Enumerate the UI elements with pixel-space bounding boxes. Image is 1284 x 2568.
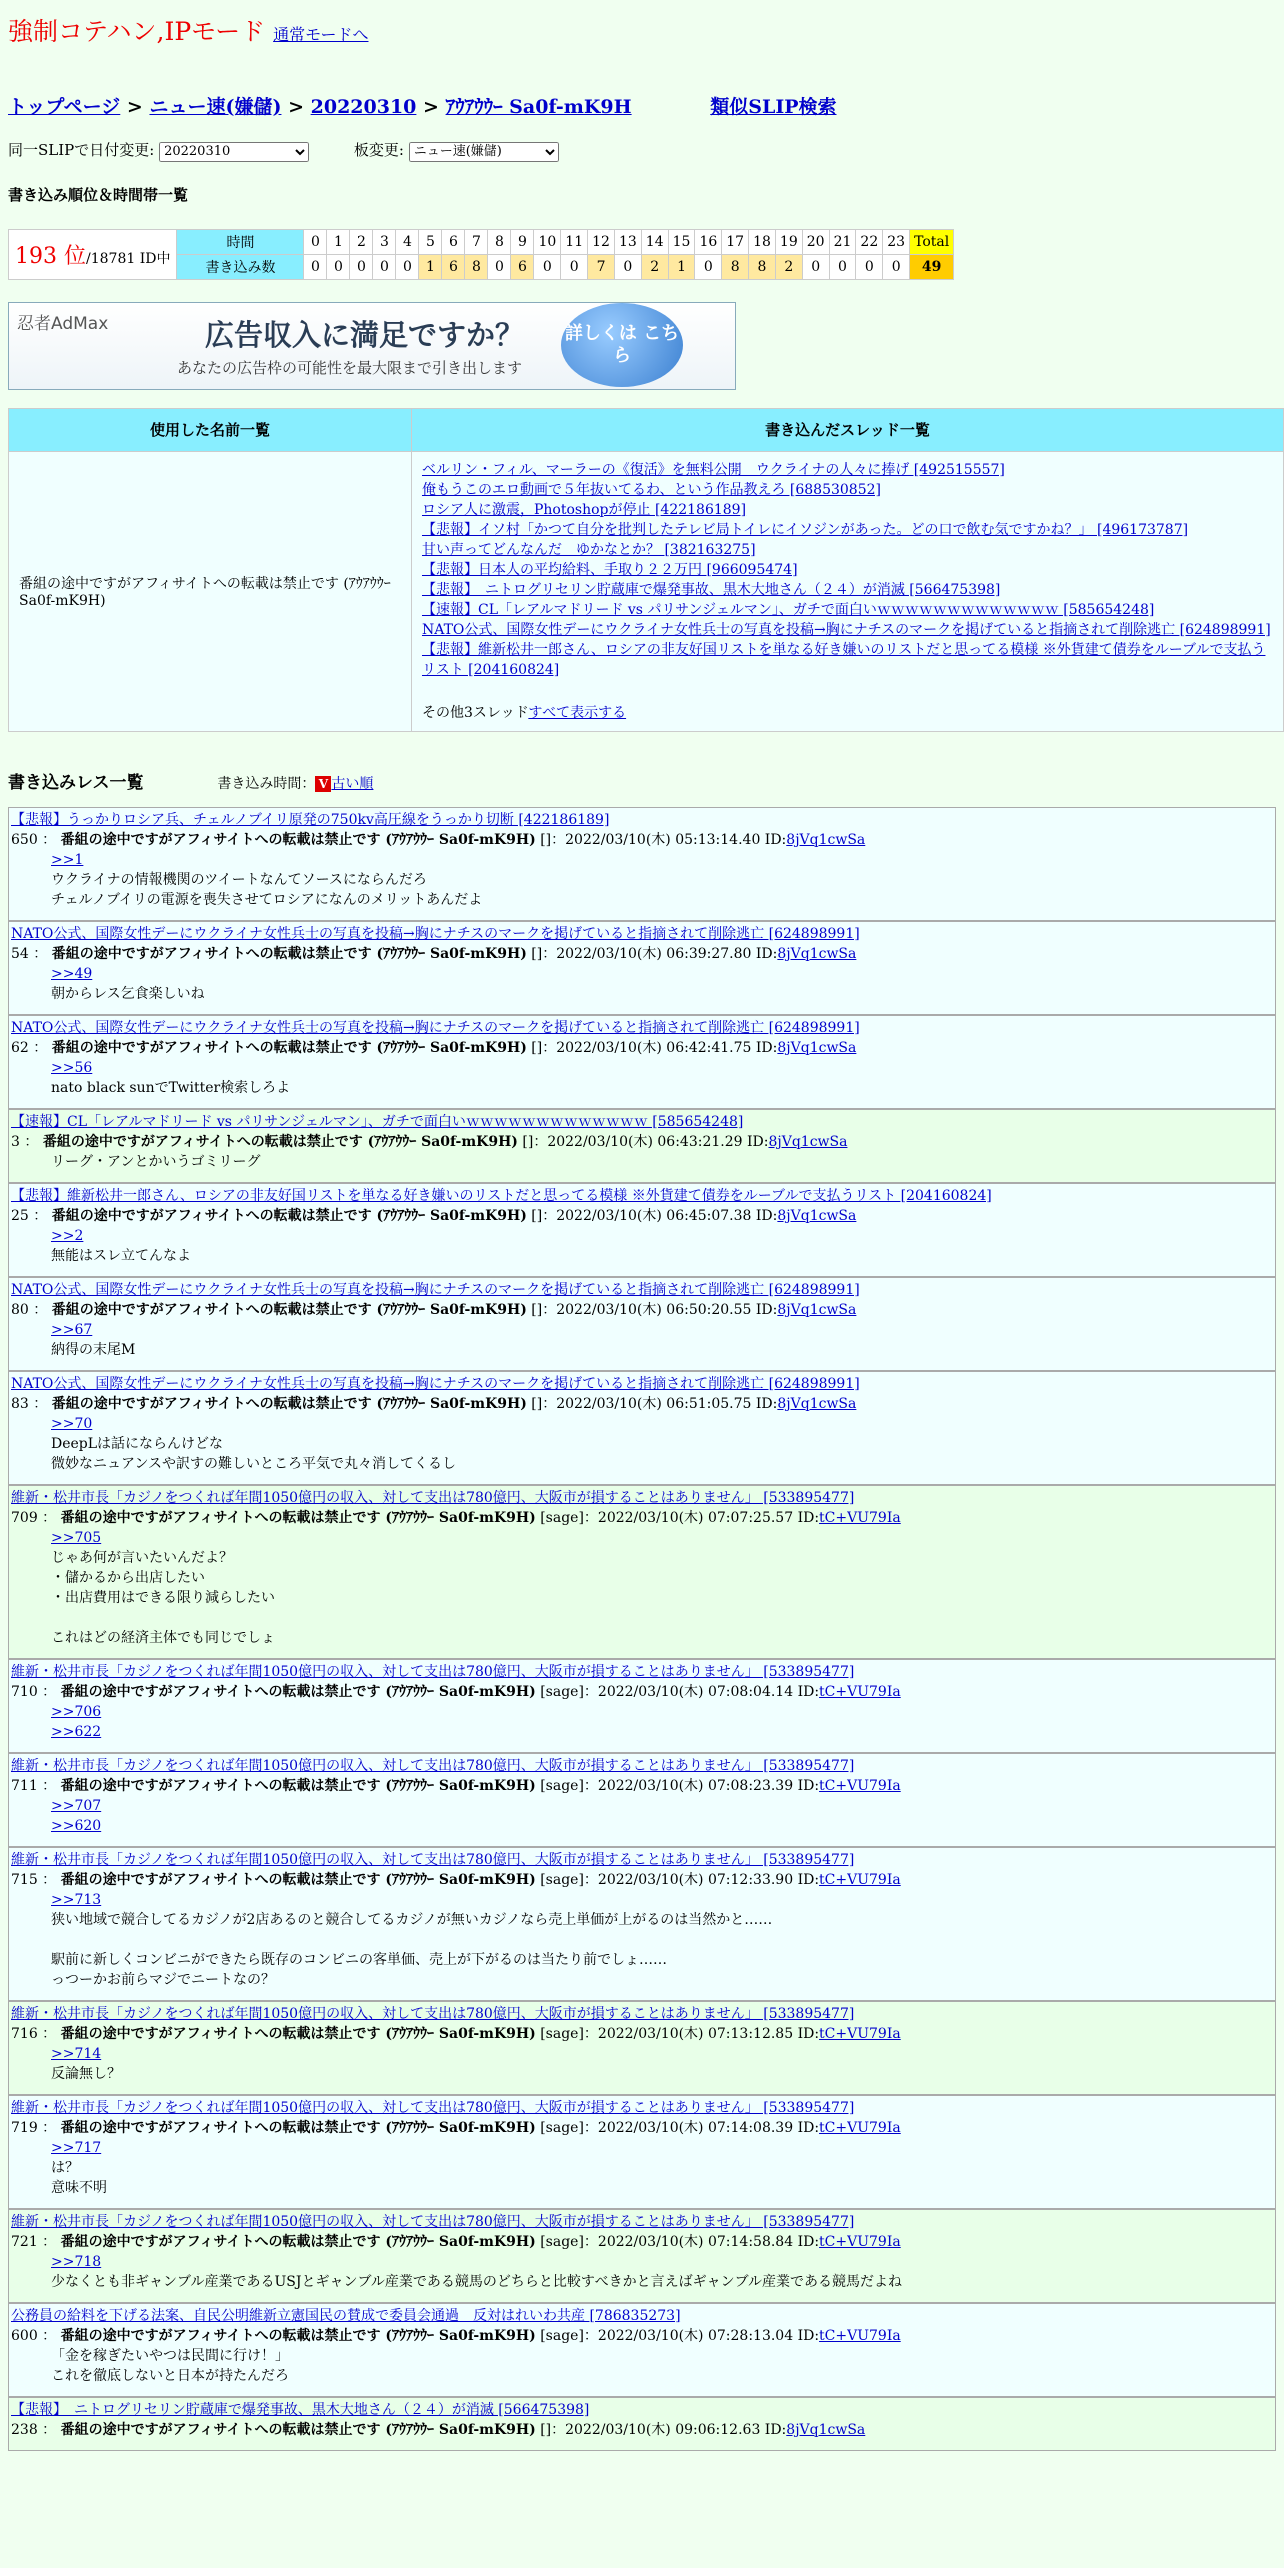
post-text-line: リーグ・アンとかいうゴミリーグ: [51, 1153, 261, 1170]
post-number: 3: [11, 1133, 20, 1150]
post-thread-link[interactable]: 【悲報】うっかりロシア兵、チェルノブイリ原発の750kv高圧線をうっかり切断 [422186189]: [11, 811, 610, 828]
post-author-name: 番組の途中ですがアフィサイトへの転載は禁止です (ｱｳｱｳｳｰ Sa0f-mK9H): [60, 2025, 536, 2042]
post-thread-link[interactable]: 維新・松井市長「カジノをつくれば年間1050億円の収入、対して支出は780億円、大阪市が損することはありません」 [533895477]: [11, 1489, 855, 1506]
post-item: [8, 1485, 1276, 1659]
post-body: [51, 2346, 1273, 2386]
ad-headline: 広告収入に満足ですか？: [205, 317, 525, 352]
hour-cell: 21: [829, 229, 856, 254]
post-number: 715: [11, 1871, 38, 1888]
names-column-header: 使用した名前一覧: [9, 408, 412, 451]
used-name: 番組の途中ですがアフィサイトへの転載は禁止です (ｱｳｱｳｳｰ Sa0f-mK9H): [9, 451, 412, 731]
post-number: 710: [11, 1683, 38, 1700]
post-body: [51, 1528, 1273, 1648]
reply-anchor-link[interactable]: >>67: [51, 1321, 93, 1338]
post-author-name: 番組の途中ですがアフィサイトへの転載は禁止です (ｱｳｱｳｳｰ Sa0f-mK9H): [60, 1871, 536, 1888]
time-header: 時間: [177, 229, 304, 254]
hour-cell: 19: [775, 229, 802, 254]
post-number: 54: [11, 945, 29, 962]
count-cell: 0: [614, 254, 641, 279]
post-thread-link[interactable]: NATO公式、国際女性デーにウクライナ女性兵士の写真を投稿→胸にナチスのマークを掲げていると指摘されて削除逃亡 [624898991]: [11, 1375, 860, 1392]
count-cell: 7: [588, 254, 615, 279]
total-header: Total: [910, 229, 954, 254]
post-id-link[interactable]: 8jVq1cwSa: [786, 2421, 866, 2438]
post-number: 62: [11, 1039, 29, 1056]
post-blank-line: [51, 1930, 1273, 1950]
post-author-name: 番組の途中ですがアフィサイトへの転載は禁止です (ｱｳｱｳｳｰ Sa0f-mK9H): [51, 1301, 527, 1318]
post-body: [51, 1414, 1273, 1474]
post-thread-link[interactable]: NATO公式、国際女性デーにウクライナ女性兵士の写真を投稿→胸にナチスのマークを掲げていると指摘されて削除逃亡 [624898991]: [11, 1281, 860, 1298]
post-item: [8, 1847, 1276, 2001]
sort-toggle-icon[interactable]: V: [315, 776, 331, 792]
post-text-line: 朝からレス乞食楽しいね: [51, 985, 205, 1002]
post-thread-link[interactable]: 【速報】CL「レアルマドリード vs パリサンジェルマン」、ガチで面白いｗｗｗｗｗｗｗｗｗｗｗｗｗ [585654248]: [11, 1113, 744, 1130]
post-number: 716: [11, 2025, 38, 2042]
post-thread-link[interactable]: 維新・松井市長「カジノをつくれば年間1050億円の収入、対して支出は780億円、大阪市が損することはありません」 [533895477]: [11, 2099, 855, 2116]
reply-anchor-link[interactable]: >>706: [51, 1703, 102, 1720]
post-body: [51, 2252, 1273, 2292]
post-text-line: 反論無し？: [51, 2065, 121, 2082]
post-item: [8, 1659, 1276, 1753]
post-id-link[interactable]: 8jVq1cwSa: [786, 831, 866, 848]
post-body: [51, 964, 1273, 1004]
post-thread-link[interactable]: 【悲報】維新松井一郎さん、ロシアの非友好国リストを単なる好き嫌いのリストだと思ってる模様 ※外貨建て債券をルーブルで支払うリスト [204160824]: [11, 1187, 992, 1204]
post-mail: []: [531, 1301, 543, 1318]
post-meta: 709 ： 番組の途中ですがアフィサイトへの転載は禁止です (ｱｳｱｳｳｰ Sa0f-mK9H) [sage]：2022/03/10(木) 07:07:25.57 ID:tC+VU79Ia: [11, 1509, 901, 1526]
post-meta: 54 ： 番組の途中ですがアフィサイトへの転載は禁止です (ｱｳｱｳｳｰ Sa0f-mK9H) []：2022/03/10(木) 06:39:27.80 ID:8jVq1cwSa: [11, 945, 857, 962]
post-number: 711: [11, 1777, 38, 1794]
post-id-link[interactable]: tC+VU79Ia: [819, 2025, 901, 2042]
post-item: [8, 921, 1276, 1015]
count-cell: 0: [304, 254, 327, 279]
reply-anchor-link[interactable]: >>713: [51, 1891, 102, 1908]
post-item: [8, 1015, 1276, 1109]
post-item: [8, 1109, 1276, 1183]
post-number: 721: [11, 2233, 38, 2250]
hour-cell: 0: [304, 229, 327, 254]
post-text-line: じゃあ何が言いたいんだよ？: [51, 1549, 233, 1566]
more-threads-count: その他3スレッド: [422, 704, 529, 721]
breadcrumb-separator: >: [126, 96, 143, 118]
post-text-line: 微妙なニュアンスや訳すの難しいところ平気で丸々消してくるし: [51, 1455, 457, 1472]
post-text-line: これを徹底しないと日本が持たんだろ: [51, 2367, 289, 2384]
posts-list: [8, 807, 1276, 2451]
breadcrumb-separator: >: [288, 96, 304, 118]
change-selectors: [8, 139, 1276, 162]
count-cell: 0: [327, 254, 350, 279]
thread-list: [412, 451, 1284, 731]
post-item: [8, 2095, 1276, 2209]
post-id-link[interactable]: tC+VU79Ia: [819, 1509, 901, 1526]
hour-cell: 8: [488, 229, 511, 254]
ad-logo: 忍者AdMax: [17, 313, 109, 334]
sort-label: 書き込み時間：: [217, 775, 316, 792]
post-id-link[interactable]: 8jVq1cwSa: [777, 1207, 857, 1224]
post-item: [8, 2397, 1276, 2451]
post-mail: []: [522, 1133, 534, 1150]
post-mail: [sage]: [540, 1871, 584, 1888]
posts-section-title: 書き込みレス一覧: [8, 772, 144, 793]
thread-link[interactable]: 【悲報】 ニトログリセリン貯蔵庫で爆発事故、黒木大地さん（２４）が消滅 [566475398]: [422, 581, 1001, 598]
post-body: [51, 2138, 1273, 2198]
reply-anchor-link[interactable]: >>714: [51, 2045, 102, 2062]
thread-link[interactable]: 【悲報】日本人の平均給料、手取り２２万円 [966095474]: [422, 561, 798, 578]
count-cell: 6: [442, 254, 465, 279]
post-item: [8, 807, 1276, 921]
post-id-link[interactable]: tC+VU79Ia: [819, 2327, 901, 2344]
reply-anchor-link[interactable]: >>620: [51, 1817, 102, 1834]
post-thread-link[interactable]: 【悲報】 ニトログリセリン貯蔵庫で爆発事故、黒木大地さん（２４）が消滅 [566475398]: [11, 2401, 590, 2418]
post-body: [51, 1796, 1273, 1836]
reply-anchor-link[interactable]: >>707: [51, 1797, 102, 1814]
post-text-line: 「金を稼ぎたいやつは民間に行け！」: [51, 2347, 289, 2364]
post-author-name: 番組の途中ですがアフィサイトへの転載は禁止です (ｱｳｱｳｳｰ Sa0f-mK9H): [60, 1777, 536, 1794]
post-mail: []: [531, 945, 543, 962]
board-select[interactable]: [409, 142, 559, 162]
post-item: [8, 1753, 1276, 1847]
post-author-name: 番組の途中ですがアフィサイトへの転載は禁止です (ｱｳｱｳｳｰ Sa0f-mK9H): [60, 2421, 536, 2438]
post-thread-link[interactable]: 維新・松井市長「カジノをつくれば年間1050億円の収入、対して支出は780億円、大阪市が損することはありません」 [533895477]: [11, 1757, 855, 1774]
post-id-link[interactable]: tC+VU79Ia: [819, 2119, 901, 2136]
post-number: 600: [11, 2327, 38, 2344]
post-item: [8, 1277, 1276, 1371]
reply-anchor-link[interactable]: >>717: [51, 2139, 102, 2156]
count-cell: 0: [488, 254, 511, 279]
date-select[interactable]: [159, 142, 309, 162]
post-number: 83: [11, 1395, 29, 1412]
post-meta: 83 ： 番組の途中ですがアフィサイトへの転載は禁止です (ｱｳｱｳｳｰ Sa0f-mK9H) []：2022/03/10(木) 06:51:05.75 ID:8jVq1cwSa: [11, 1395, 857, 1412]
count-cell: 0: [396, 254, 419, 279]
post-id-link[interactable]: 8jVq1cwSa: [777, 945, 857, 962]
post-text-line: ウクライナの情報機関のツイートなんてソースにならんだろ: [51, 871, 427, 888]
post-mail: []: [531, 1039, 543, 1056]
post-date: 2022/03/10(木) 07:12:33.90 ID:: [597, 1871, 820, 1888]
count-cell: 0: [534, 254, 561, 279]
post-thread-link[interactable]: NATO公式、国際女性デーにウクライナ女性兵士の写真を投稿→胸にナチスのマークを掲げていると指摘されて削除逃亡 [624898991]: [11, 925, 860, 942]
hour-cell: 3: [373, 229, 396, 254]
post-id-link[interactable]: tC+VU79Ia: [819, 1871, 901, 1888]
post-author-name: 番組の途中ですがアフィサイトへの転載は禁止です (ｱｳｱｳｳｰ Sa0f-mK9H): [51, 1039, 527, 1056]
post-author-name: 番組の途中ですがアフィサイトへの転載は禁止です (ｱｳｱｳｳｰ Sa0f-mK9H): [60, 2233, 536, 2250]
reply-anchor-link[interactable]: >>2: [51, 1227, 84, 1244]
post-author-name: 番組の途中ですがアフィサイトへの転載は禁止です (ｱｳｱｳｳｰ Sa0f-mK9H): [42, 1133, 518, 1150]
count-cell: 8: [749, 254, 776, 279]
post-date: 2022/03/10(木) 07:08:04.14 ID:: [597, 1683, 820, 1700]
post-number: 650: [11, 831, 38, 848]
post-meta: 711 ： 番組の途中ですがアフィサイトへの転載は禁止です (ｱｳｱｳｳｰ Sa0f-mK9H) [sage]：2022/03/10(木) 07:08:23.39 ID:tC+VU79Ia: [11, 1777, 901, 1794]
count-cell: 0: [695, 254, 722, 279]
post-id-link[interactable]: tC+VU79Ia: [819, 1683, 901, 1700]
post-date: 2022/03/10(木) 07:07:25.57 ID:: [597, 1509, 820, 1526]
post-mail: []: [540, 831, 552, 848]
count-cell: 8: [722, 254, 749, 279]
post-body: [51, 1702, 1273, 1742]
breadcrumb-separator: >: [423, 96, 439, 118]
post-text-line: 狭い地域で競合してるカジノが2店あるのと競合してるカジノが無いカジノなら売上単価が上がるのは当然かと……: [51, 1911, 773, 1928]
reply-anchor-link[interactable]: >>56: [51, 1059, 93, 1076]
post-text-line: チェルノブイリの電源を喪失させてロシアになんのメリットあんだよ: [51, 891, 483, 908]
post-mail: []: [540, 2421, 552, 2438]
breadcrumb-slip[interactable]: ｱｳｱｳｳｰ Sa0f-mK9H: [445, 96, 632, 118]
post-item: [8, 1371, 1276, 1485]
post-text-line: 納得の末尾M: [51, 1341, 136, 1358]
post-body: [51, 1058, 1273, 1098]
thread-link[interactable]: ベルリン・フィル、マーラーの《復活》を無料公開 ウクライナの人々に捧げ [492515557]: [422, 461, 1005, 478]
post-mail: [sage]: [540, 2327, 584, 2344]
post-meta: 650 ： 番組の途中ですがアフィサイトへの転載は禁止です (ｱｳｱｳｳｰ Sa0f-mK9H) []：2022/03/10(木) 05:13:14.40 ID:8jVq1cwSa: [11, 831, 866, 848]
post-mail: []: [531, 1395, 543, 1412]
post-date: 2022/03/10(木) 05:13:14.40 ID:: [565, 831, 787, 848]
post-item: [8, 2209, 1276, 2303]
names-threads-table: [8, 408, 1284, 732]
hour-cell: 6: [442, 229, 465, 254]
reply-anchor-link[interactable]: >>622: [51, 1723, 102, 1740]
sort-control: [217, 776, 373, 792]
post-author-name: 番組の途中ですがアフィサイトへの転載は禁止です (ｱｳｱｳｳｰ Sa0f-mK9H): [60, 2119, 536, 2136]
similar-slip-search-link[interactable]: 類似SLIP検索: [710, 96, 837, 118]
post-item: [8, 2001, 1276, 2095]
post-meta: 238 ： 番組の途中ですがアフィサイトへの転載は禁止です (ｱｳｱｳｳｰ Sa0f-mK9H) []：2022/03/10(木) 09:06:12.63 ID:8jVq1cwSa: [11, 2421, 866, 2438]
hour-cell: 2: [350, 229, 373, 254]
hour-cell: 5: [419, 229, 442, 254]
post-mail: [sage]: [540, 2233, 584, 2250]
post-author-name: 番組の途中ですがアフィサイトへの転載は禁止です (ｱｳｱｳｳｰ Sa0f-mK9H): [51, 1207, 527, 1224]
count-header: 書き込み数: [177, 254, 304, 279]
hour-cell: 14: [641, 229, 668, 254]
post-meta: 600 ： 番組の途中ですがアフィサイトへの転載は禁止です (ｱｳｱｳｳｰ Sa0f-mK9H) [sage]：2022/03/10(木) 07:28:13.04 ID:tC+VU79Ia: [11, 2327, 901, 2344]
post-body: [51, 1152, 1273, 1172]
post-body: [51, 1226, 1273, 1266]
ad-details-button[interactable]: 詳しくは こちら: [561, 303, 683, 387]
post-blank-line: [51, 1608, 1273, 1628]
post-text-line: 意味不明: [51, 2179, 107, 2196]
post-body: [51, 1890, 1273, 1990]
mode-title: 強制コテハン,IPモード: [8, 17, 266, 46]
breadcrumb: [8, 92, 1276, 119]
post-author-name: 番組の途中ですがアフィサイトへの転載は禁止です (ｱｳｱｳｳｰ Sa0f-mK9H): [60, 2327, 536, 2344]
post-body: [51, 2044, 1273, 2084]
post-date: 2022/03/10(木) 06:42:41.75 ID:: [556, 1039, 778, 1056]
post-date: 2022/03/10(木) 07:13:12.85 ID:: [597, 2025, 820, 2042]
rank-number: 193 位: [15, 243, 86, 269]
count-cell: 0: [561, 254, 588, 279]
thread-link[interactable]: 【悲報】維新松井一郎さん、ロシアの非友好国リストを単なる好き嫌いのリストだと思ってる模様 ※外貨建て債券をルーブルで支払うリスト [204160824]: [422, 641, 1266, 678]
post-date: 2022/03/10(木) 07:14:08.39 ID:: [597, 2119, 820, 2136]
sort-oldest-link[interactable]: 古い順: [331, 775, 374, 792]
reply-anchor-link[interactable]: >>705: [51, 1529, 102, 1546]
count-cell: 0: [829, 254, 856, 279]
ranking-section-title: 書き込み順位＆時間帯一覧: [8, 185, 189, 204]
post-item: [8, 2303, 1276, 2397]
total-count: 49: [910, 254, 954, 279]
count-cell: 0: [856, 254, 883, 279]
hour-cell: 10: [534, 229, 561, 254]
post-date: 2022/03/10(木) 07:08:23.39 ID:: [597, 1777, 820, 1794]
count-cell: 1: [419, 254, 442, 279]
post-number: 719: [11, 2119, 38, 2136]
post-mail: []: [531, 1207, 543, 1224]
hour-cell: 12: [588, 229, 615, 254]
count-cell: 2: [641, 254, 668, 279]
post-date: 2022/03/10(木) 06:45:07.38 ID:: [556, 1207, 778, 1224]
hour-cell: 20: [802, 229, 829, 254]
post-mail: [sage]: [540, 1683, 584, 1700]
post-id-link[interactable]: 8jVq1cwSa: [777, 1301, 857, 1318]
post-thread-link[interactable]: NATO公式、国際女性デーにウクライナ女性兵士の写真を投稿→胸にナチスのマークを掲げていると指摘されて削除逃亡 [624898991]: [11, 1019, 860, 1036]
post-date: 2022/03/10(木) 07:14:58.84 ID:: [597, 2233, 820, 2250]
post-id-link[interactable]: tC+VU79Ia: [819, 1777, 901, 1794]
post-body: [51, 1320, 1273, 1360]
post-author-name: 番組の途中ですがアフィサイトへの転載は禁止です (ｱｳｱｳｳｰ Sa0f-mK9H): [60, 831, 536, 848]
post-date: 2022/03/10(木) 06:51:05.75 ID:: [556, 1395, 778, 1412]
board-select-label: 板変更:: [353, 141, 404, 159]
posts-section-header: [8, 768, 1276, 793]
post-meta: 710 ： 番組の途中ですがアフィサイトへの転載は禁止です (ｱｳｱｳｳｰ Sa0f-mK9H) [sage]：2022/03/10(木) 07:08:04.14 ID:tC+VU79Ia: [11, 1683, 901, 1700]
post-date: 2022/03/10(木) 07:28:13.04 ID:: [597, 2327, 820, 2344]
post-text-line: 駅前に新しくコンビニができたら既存のコンビニの客単価、売上が下がるのは当たり前でしょ……: [51, 1951, 667, 1968]
thread-link[interactable]: 俺もうこのエロ動画で５年抜いてるわ、という作品教えろ [688530852]: [422, 481, 881, 498]
post-mail: [sage]: [540, 2119, 584, 2136]
post-author-name: 番組の途中ですがアフィサイトへの転載は禁止です (ｱｳｱｳｳｰ Sa0f-mK9H): [60, 1683, 536, 1700]
post-text-line: っつーかお前らマジでニートなの？: [51, 1971, 275, 1988]
hour-cell: 15: [668, 229, 695, 254]
show-all-link[interactable]: すべて表示する: [528, 704, 627, 721]
post-date: 2022/03/10(木) 06:43:21.29 ID:: [547, 1133, 769, 1150]
thread-link[interactable]: 甘い声ってどんなんだ ゆかなとか？ [382163275]: [422, 541, 756, 558]
post-id-link[interactable]: 8jVq1cwSa: [777, 1039, 857, 1056]
post-mail: [sage]: [540, 1777, 584, 1794]
thread-link[interactable]: NATO公式、国際女性デーにウクライナ女性兵士の写真を投稿→胸にナチスのマークを掲げていると指摘されて削除逃亡 [624898991]: [422, 621, 1271, 638]
post-meta: 25 ： 番組の途中ですがアフィサイトへの転載は禁止です (ｱｳｱｳｳｰ Sa0f-mK9H) []：2022/03/10(木) 06:45:07.38 ID:8jVq1cwSa: [11, 1207, 857, 1224]
post-thread-link[interactable]: 維新・松井市長「カジノをつくれば年間1050億円の収入、対して支出は780億円、大阪市が損することはありません」 [533895477]: [11, 1663, 855, 1680]
post-meta: 715 ： 番組の途中ですがアフィサイトへの転載は禁止です (ｱｳｱｳｳｰ Sa0f-mK9H) [sage]：2022/03/10(木) 07:12:33.90 ID:tC+VU79Ia: [11, 1871, 901, 1888]
page-header: [8, 12, 1276, 48]
post-text-line: これはどの経済主体でも同じでしょ: [51, 1629, 275, 1646]
post-mail: [sage]: [540, 1509, 584, 1526]
normal-mode-link[interactable]: 通常モードへ: [273, 25, 369, 44]
breadcrumb-board[interactable]: ニュー速(嫌儲): [149, 96, 282, 118]
post-meta: 80 ： 番組の途中ですがアフィサイトへの転載は禁止です (ｱｳｱｳｳｰ Sa0f-mK9H) []：2022/03/10(木) 06:50:20.55 ID:8jVq1cwSa: [11, 1301, 857, 1318]
reply-anchor-link[interactable]: >>49: [51, 965, 93, 982]
ad-subtext: あなたの広告枠の可能性を最大限まで引き出します: [177, 358, 523, 377]
hour-cell: 1: [327, 229, 350, 254]
post-number: 709: [11, 1509, 38, 1526]
post-date: 2022/03/10(木) 09:06:12.63 ID:: [565, 2421, 787, 2438]
hour-cell: 17: [722, 229, 749, 254]
post-text-line: 少なくとも非ギャンブル産業であるUSJとギャンブル産業である競馬のどちらと比較すべきかと言えばギャンブル産業である競馬だよね: [51, 2273, 903, 2290]
breadcrumb-date[interactable]: 20220310: [310, 96, 417, 118]
post-mail: [sage]: [540, 2025, 584, 2042]
hour-cell: 18: [749, 229, 776, 254]
count-cell: 2: [775, 254, 802, 279]
thread-link[interactable]: ロシア人に激震，Photoshopが停止 [422186189]: [422, 501, 747, 518]
thread-link[interactable]: 【悲報】イソ村「かつて自分を批判したテレビ局トイレにイソジンがあった。どの口で飲む気ですかね？」 [496173787]: [422, 521, 1189, 538]
post-thread-link[interactable]: 維新・松井市長「カジノをつくれば年間1050億円の収入、対して支出は780億円、大阪市が損することはありません」 [533895477]: [11, 1851, 855, 1868]
threads-column-header: 書き込んだスレッド一覧: [412, 408, 1284, 451]
post-text-line: DeepLは話にならんけどな: [51, 1435, 224, 1452]
breadcrumb-top[interactable]: トップページ: [8, 96, 121, 118]
post-number: 25: [11, 1207, 29, 1224]
post-number: 80: [11, 1301, 29, 1318]
hour-cell: 13: [614, 229, 641, 254]
count-cell: 8: [465, 254, 488, 279]
more-threads: [422, 702, 1273, 723]
ad-banner[interactable]: [8, 302, 736, 390]
post-id-link[interactable]: tC+VU79Ia: [819, 2233, 901, 2250]
post-text-line: nato black sunでTwitter検索しろよ: [51, 1079, 291, 1096]
post-number: 238: [11, 2421, 38, 2438]
post-author-name: 番組の途中ですがアフィサイトへの転載は禁止です (ｱｳｱｳｳｰ Sa0f-mK9H): [60, 1509, 536, 1526]
reply-anchor-link[interactable]: >>718: [51, 2253, 102, 2270]
hour-cell: 9: [511, 229, 534, 254]
count-cell: 1: [668, 254, 695, 279]
thread-link[interactable]: 【速報】CL「レアルマドリード vs パリサンジェルマン」、ガチで面白いｗｗｗｗｗｗｗｗｗｗｗｗｗ [585654248]: [422, 601, 1155, 618]
count-cell: 0: [373, 254, 396, 279]
hour-cell: 16: [695, 229, 722, 254]
post-meta: 719 ： 番組の途中ですがアフィサイトへの転載は禁止です (ｱｳｱｳｳｰ Sa0f-mK9H) [sage]：2022/03/10(木) 07:14:08.39 ID:tC+VU79Ia: [11, 2119, 901, 2136]
post-text-line: ・出店費用はできる限り減らしたい: [51, 1589, 275, 1606]
rank-total: /18781 ID中: [86, 250, 171, 267]
post-meta: 721 ： 番組の途中ですがアフィサイトへの転載は禁止です (ｱｳｱｳｳｰ Sa0f-mK9H) [sage]：2022/03/10(木) 07:14:58.84 ID:tC+VU79Ia: [11, 2233, 901, 2250]
post-id-link[interactable]: 8jVq1cwSa: [768, 1133, 848, 1150]
post-text-line: は？: [51, 2159, 79, 2176]
post-meta: 62 ： 番組の途中ですがアフィサイトへの転載は禁止です (ｱｳｱｳｳｰ Sa0f-mK9H) []：2022/03/10(木) 06:42:41.75 ID:8jVq1cwSa: [11, 1039, 857, 1056]
post-text-line: 無能はスレ立てんなよ: [51, 1247, 191, 1264]
post-item: [8, 1183, 1276, 1277]
post-date: 2022/03/10(木) 06:50:20.55 ID:: [556, 1301, 778, 1318]
count-cell: 0: [802, 254, 829, 279]
post-meta: 716 ： 番組の途中ですがアフィサイトへの転載は禁止です (ｱｳｱｳｳｰ Sa0f-mK9H) [sage]：2022/03/10(木) 07:13:12.85 ID:tC+VU79Ia: [11, 2025, 901, 2042]
post-body: [51, 850, 1273, 910]
post-meta: 3 ： 番組の途中ですがアフィサイトへの転載は禁止です (ｱｳｱｳｳｰ Sa0f-mK9H) []：2022/03/10(木) 06:43:21.29 ID:8jVq1cwSa: [11, 1133, 848, 1150]
hour-cell: 11: [561, 229, 588, 254]
count-cell: 6: [511, 254, 534, 279]
hour-cell: 7: [465, 229, 488, 254]
rank-cell: [9, 229, 177, 279]
post-author-name: 番組の途中ですがアフィサイトへの転載は禁止です (ｱｳｱｳｳｰ Sa0f-mK9H): [51, 1395, 527, 1412]
post-date: 2022/03/10(木) 06:39:27.80 ID:: [556, 945, 778, 962]
hourly-post-table: [8, 229, 954, 280]
post-author-name: 番組の途中ですがアフィサイトへの転載は禁止です (ｱｳｱｳｳｰ Sa0f-mK9H): [51, 945, 527, 962]
hour-cell: 22: [856, 229, 883, 254]
post-id-link[interactable]: 8jVq1cwSa: [777, 1395, 857, 1412]
post-thread-link[interactable]: 維新・松井市長「カジノをつくれば年間1050億円の収入、対して支出は780億円、大阪市が損することはありません」 [533895477]: [11, 2005, 855, 2022]
post-thread-link[interactable]: 公務員の給料を下げる法案、自民公明維新立憲国民の賛成で委員会通過 反対はれいわ共産 [786835273]: [11, 2307, 681, 2324]
reply-anchor-link[interactable]: >>1: [51, 851, 84, 868]
count-cell: 0: [350, 254, 373, 279]
reply-anchor-link[interactable]: >>70: [51, 1415, 93, 1432]
post-thread-link[interactable]: 維新・松井市長「カジノをつくれば年間1050億円の収入、対して支出は780億円、大阪市が損することはありません」 [533895477]: [11, 2213, 855, 2230]
count-cell: 0: [883, 254, 910, 279]
hour-cell: 4: [396, 229, 419, 254]
date-select-label: 同一SLIPで日付変更:: [8, 141, 155, 159]
post-text-line: ・儲かるから出店したい: [51, 1569, 205, 1586]
hour-cell: 23: [883, 229, 910, 254]
